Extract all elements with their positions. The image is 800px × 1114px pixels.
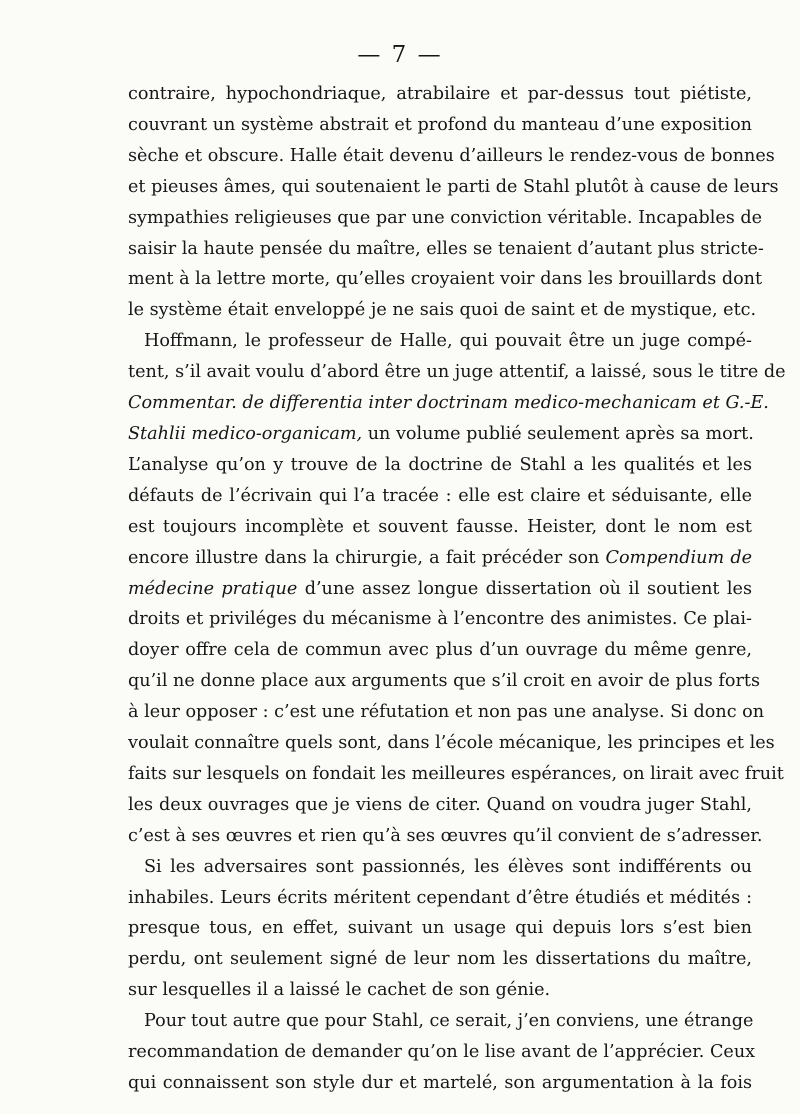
text-line: presque tous, en effet, suivant un usage qui depuis lors s’est bien (128, 918, 752, 939)
text-line: Commentar. de differentia inter doctrinam medico-mechanicam et G.-E. (128, 393, 769, 414)
text-line: encore illustre dans la chirurgie, a fait précéder son Compendium de (128, 547, 752, 568)
text-line: recommandation de demander qu’on le lise avant de l’apprécier. Ceux (128, 1042, 756, 1063)
text-line: et pieuses âmes, qui soutenaient le parti de Stahl plutôt à cause de leurs (128, 176, 779, 197)
text-line: tent, s’il avait voulu d’abord être un juge attentif, a laissé, sous le titre de (128, 362, 786, 383)
text-line: saisir la haute pensée du maître, elles se tenaient d’autant plus stricte- (128, 238, 764, 259)
text-line: ment à la lettre morte, qu’elles croyaient voir dans les brouillards dont (128, 269, 763, 290)
text-line: L’analyse qu’on y trouve de la doctrine de Stahl a les qualités et les (128, 454, 752, 475)
text-line: qui connaissent son style dur et martelé, son argumentation à la fois (128, 1073, 752, 1093)
text-line: sèche et obscure. Halle était devenu d’ailleurs le rendez-vous de bonnes (128, 145, 775, 166)
text-line: sympathies religieuses que par une conviction véritable. Incapables de (128, 207, 763, 228)
text-line: défauts de l’écrivain qui l’a tracée : elle est claire et séduisante, elle (128, 485, 752, 506)
text-line: perdu, ont seulement signé de leur nom les dissertations du maître, (128, 949, 752, 970)
text-line: les deux ouvrages que je viens de citer. Quand on voudra juger Stahl, (128, 794, 752, 815)
text-line: Pour tout autre que pour Stahl, ce serait, j’en conviens, une étrange (144, 1011, 754, 1032)
text-line: droits et priviléges du mécanisme à l’encontre des animistes. Ce plai- (128, 609, 752, 630)
text-line: Hoffmann, le professeur de Halle, qui pouvait être un juge compé- (144, 331, 752, 352)
text-line: c’est à ses œuvres et rien qu’à ses œuvres qu’il convient de s’adresser. (128, 825, 763, 846)
text-line: inhabiles. Leurs écrits méritent cependant d’être étudiés et médités : (128, 887, 752, 908)
text-line: Si les adversaires sont passionnés, les élèves sont indifférents ou (144, 856, 752, 877)
text-line: Stahlii medico-organicam, un volume publié seulement après sa mort. (128, 423, 754, 444)
text-line: couvrant un système abstrait et profond du manteau d’une exposition (128, 114, 752, 135)
body-text (128, 79, 786, 1099)
text-line: voulait connaître quels sont, dans l’école mécanique, les principes et les (128, 733, 775, 754)
text-line: faits sur lesquels on fondait les meilleures espérances, on lirait avec fruit (128, 763, 784, 784)
text-line: contraire, hypochondriaque, atrabilaire et par-dessus tout piétiste, (128, 84, 752, 104)
page-number: — 7 — (357, 42, 443, 68)
text-line: le système était enveloppé je ne sais quoi de saint et de mystique, etc. (128, 300, 757, 321)
text-line: à leur opposer : c’est une réfutation et non pas une analyse. Si donc on (128, 702, 765, 723)
text-line: doyer offre cela de commun avec plus d’un ouvrage du même genre, (128, 640, 752, 661)
text-line: médecine pratique d’une assez longue dissertation où il soutient les (128, 578, 752, 599)
text-line: est toujours incomplète et souvent fausse. Heister, dont le nom est (128, 516, 752, 537)
text-line: qu’il ne donne place aux arguments que s’il croit en avoir de plus forts (128, 671, 760, 692)
text-line: sur lesquelles il a laissé le cachet de son génie. (128, 980, 551, 1001)
